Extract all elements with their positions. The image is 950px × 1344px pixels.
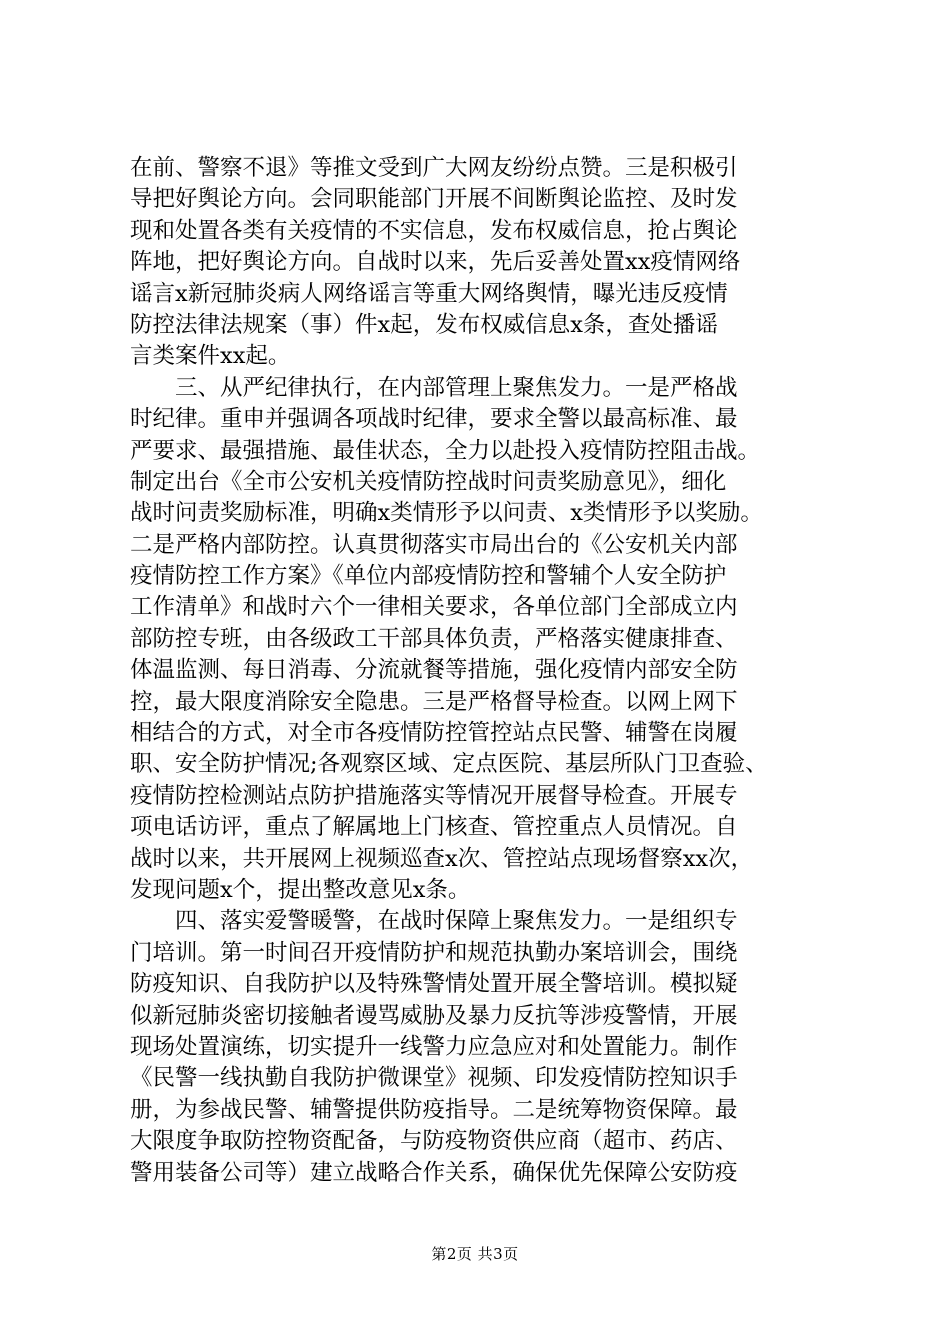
text-line: 门培训。第一时间召开疫情防护和规范执勤办案培训会，围绕: [130, 939, 738, 966]
text-line: 战时问责奖励标准，明确x类情形予以问责、x类情形予以奖励。: [130, 500, 763, 527]
text-line: 严要求、最强措施、最佳状态，全力以赴投入疫情防控阻击战。: [130, 437, 761, 464]
text-line: 《民警一线执勤自我防护微课堂》视频、印发疫情防控知识手: [130, 1065, 738, 1092]
text-line: 警用装备公司等）建立战略合作关系，确保优先保障公安防疫: [130, 1159, 738, 1186]
text-line: 项电话访评，重点了解属地上门核查、管控重点人员情况。自: [130, 814, 738, 841]
body-text: [130, 153, 830, 1189]
text-line: 大限度争取防控物资配备，与防疫物资供应商（超市、药店、: [130, 1128, 738, 1155]
text-line: 册，为参战民警、辅警提供防疫指导。二是统筹物资保障。最: [130, 1096, 738, 1123]
text-line: 疫情防控检测站点防护措施落实等情况开展督导检查。开展专: [130, 782, 738, 809]
text-line: 控，最大限度消除安全隐患。三是严格督导检查。以网上网下: [130, 688, 738, 715]
text-line: 现场处置演练，切实提升一线警力应急应对和处置能力。制作: [130, 1033, 738, 1060]
text-line: 战时以来，共开展网上视频巡查x次、管控站点现场督察xx次，: [130, 845, 754, 872]
text-line: 疫情防控工作方案》《单位内部疫情防控和警辅个人安全防护: [130, 563, 727, 590]
text-line: 制定出台《全市公安机关疫情防控战时问责奖励意见》，细化: [130, 468, 727, 495]
text-line: 发现问题x个，提出整改意见x条。: [130, 876, 471, 903]
text-line: 防疫知识、自我防护以及特殊警情处置开展全警培训。模拟疑: [130, 971, 738, 998]
text-line: 时纪律。重申并强调各项战时纪律，要求全警以最高标准、最: [130, 406, 738, 433]
text-line: 职、安全防护情况;各观察区域、定点医院、基层所队门卫查验、: [130, 751, 768, 778]
text-line: 似新冠肺炎密切接触者谩骂威胁及暴力反抗等涉疫警情，开展: [130, 1002, 738, 1029]
text-line: 相结合的方式，对全市各疫情防控管控站点民警、辅警在岗履: [130, 720, 738, 747]
text-line: 部防控专班，由各级政工干部具体负责，严格落实健康排查、: [130, 625, 738, 652]
text-line: 体温监测、每日消毒、分流就餐等措施，强化疫情内部安全防: [130, 657, 738, 684]
text-line: 防控法律法规案（事）件x起，发布权威信息x条，查处播谣: [130, 311, 718, 338]
text-line: 工作清单》和战时六个一律相关要求，各单位部门全部成立内: [130, 594, 738, 621]
text-line: 现和处置各类有关疫情的不实信息，发布权威信息，抢占舆论: [130, 217, 738, 244]
text-line: 三、从严纪律执行，在内部管理上聚焦发力。一是严格战: [130, 374, 738, 401]
text-line: 阵地，把好舆论方向。自战时以来，先后妥善处置xx疫情网络: [130, 249, 741, 276]
text-line: 在前、警察不退》等推文受到广大网友纷纷点赞。三是积极引: [130, 155, 738, 181]
text-line: 导把好舆论方向。会同职能部门开展不间断舆论监控、及时发: [130, 186, 738, 213]
text-line: 谣言x新冠肺炎病人网络谣言等重大网络舆情，曝光违反疫情: [130, 280, 728, 307]
text-line: 四、落实爱警暖警，在战时保障上聚焦发力。一是组织专: [130, 908, 738, 935]
text-line: 言类案件xx起。: [130, 343, 291, 370]
text-line: 二是严格内部防控。认真贯彻落实市局出台的《公安机关内部: [130, 531, 738, 558]
page-footer: 第2页 共3页: [431, 1245, 519, 1263]
